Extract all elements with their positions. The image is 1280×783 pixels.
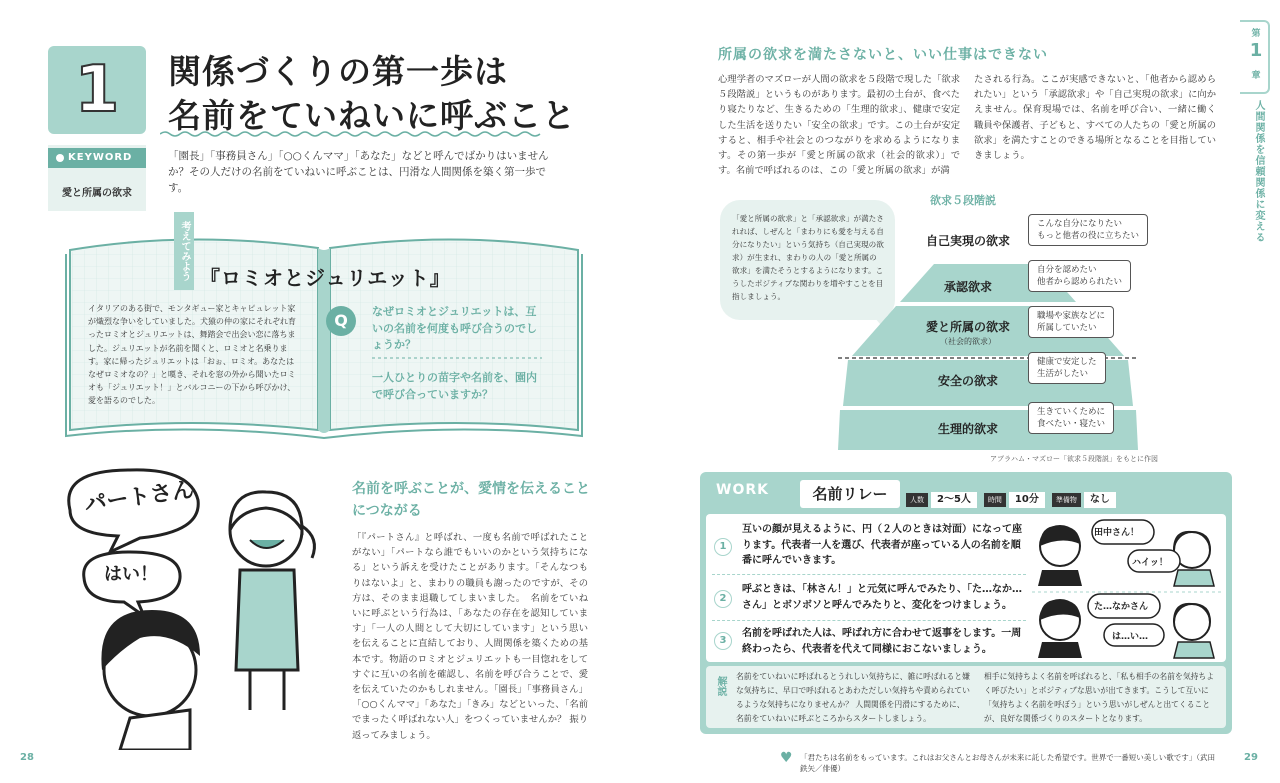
question-icon: Q <box>326 306 356 336</box>
meta-val-time: 10分 <box>1009 492 1045 508</box>
meta-val-items: なし <box>1084 492 1116 508</box>
commentary-label: 解説 <box>715 676 726 696</box>
pyramid-source: アブラハム・マズロー「欲求５段階説」をもとに作図 <box>990 455 1158 463</box>
right-heading: 所属の欲求を満たさないと、いい仕事はできない <box>718 47 1048 63</box>
commentary-col2: 相手に気持ちよく名前を呼ばれると、「私も相手の名前を気持ちよく呼びたい」とポジティブな思いが出てきます。こうして互いに「気持ちよく名前を呼ぼう」という思いがしぜんと出てくることが、良好な関係づくりのスタートとなります。 <box>984 672 1215 723</box>
illust-speech-2: ハイッ！ <box>1132 558 1168 568</box>
footer-quote: 「君たちは名前をもっています。これはお父さんとお母さんが未来に託した希望です。世界で一番短い美しい歌です」（武田鉄矢／俳優） <box>800 753 1216 773</box>
section-heading: 名前を呼ぶことが、愛情を伝えることにつながる <box>352 481 590 519</box>
question-divider <box>372 356 542 360</box>
pyramid-bubble-text: 「愛と所属の欲求」と「承認欲求」が満たされれば、しぜんと「まわりにも愛を与える自分になりたい」という気持ち（自己実現の欲求）が生まれ、まわりの人の「愛と所属の欲求」を満たそうとするようになります。こうしたポジティブな関わりを増やすことを目指しましょう。 <box>732 214 884 301</box>
step-divider-1 <box>712 574 1026 575</box>
work-label: WORK <box>716 482 769 498</box>
pyramid-level-3: 愛と所属の欲求 <box>925 320 1010 334</box>
pyramid-title: 欲求５段階説 <box>930 194 996 207</box>
page-number-right: 29 <box>1244 752 1258 763</box>
illust-speech-4: は…い… <box>1112 632 1149 642</box>
keyword-text: 愛と所属の欲求 <box>62 188 132 199</box>
title-wavy-underline <box>160 130 545 138</box>
intro-text: 「園長」「事務員さん」「○○くんママ」「あなた」などと呼んでばかりはいませんか？その人だけの名前をていねいに呼ぶことは、円滑な人間関係を築く第一歩です。 <box>168 150 549 194</box>
section-body: 「『パートさん』と呼ばれ、一度も名前で呼ばれたことがない」「パートなら誰でもいいのかという気持ちになる」という訴えを受けたことがあります。「そんなつもりはないよ」と、まわりの職員も謝ったのですが、その方は、そのまま退職してしまいました。 名前をていねいに呼ぶという行為は、「あなたの存在を認知しています」「一人の人間として大切にしています」という思いを伝えることに直結しており、人間関係を築くための基本です。物語のロミオとジュリエットも一目惚れをしてすぐに互いの名前を確認し、名前を呼び合うことで、愛を伝えていたのかもしれません。「園長」「事務員さん」「○○くんママ」「あなた」「きみ」などといった、「名前でまったく呼ばれない人」をつくっていませんか？ 振り返ってみましょう。 <box>352 532 588 741</box>
keyword-tag: KEYWORD <box>48 148 146 168</box>
side-chapter-top: 第 <box>1251 29 1261 39</box>
bubble-hai: はい！ <box>104 564 158 585</box>
step-text-3: 名前を呼ばれた人は、呼ばれ方に合わせて返事をします。一周終わったら、代表者を代えて同様におこないましょう。 <box>742 628 1022 655</box>
side-chapter-bottom: 章 <box>1251 71 1261 81</box>
commentary-col1: 名前をていねいに呼ばれるとうれしい気持ちに、雑に呼ばれると嫌な気持ちに、早口で呼ばれるとあわただしい気持ちや責められているような気持ちになりませんか？ 人間関係を円滑にするために、名前をていねいに呼ぶところからスタートしましょう。 <box>736 672 970 723</box>
illust-speech-1: 田中さん！ <box>1094 528 1140 538</box>
meta-tag-people: 人数 <box>906 493 928 507</box>
pyramid-level-3-sub: （社会的欲求） <box>940 337 996 346</box>
work-meta <box>906 492 1116 508</box>
meta-tag-time: 時間 <box>984 493 1006 507</box>
pyramid-note-2: 自分を認めたい 他者から認められたい <box>1028 260 1131 292</box>
step-text-2: 呼ぶときは、「林さん！」と元気に呼んでみたり、「た…なか…さん」とボソボソと呼んでみたりと、変化をつけましょう。 <box>742 584 1022 611</box>
story-title: 『ロミオとジュリエット』 <box>200 266 451 290</box>
pyramid-level-1: 自己実現の欲求 <box>925 234 1010 248</box>
page-number-left: 28 <box>20 752 34 763</box>
page-title-line1: 関係づくりの第一歩は <box>168 52 508 91</box>
chapter-number: 1 <box>74 53 120 127</box>
meta-val-people: 2〜5人 <box>931 492 977 508</box>
step-divider-2 <box>712 620 1026 621</box>
question-text-2: 一人ひとりの苗字や名前を、園内で呼び合っていますか？ <box>372 371 537 401</box>
keyword-dot-icon <box>56 154 64 162</box>
step-number-2: 2 <box>714 590 732 608</box>
heart-icon: ♥ <box>780 750 793 766</box>
question-text-1: なぜロミオとジュリエットは、互いの名前を何度も呼び合うのでしょうか？ <box>372 305 537 351</box>
right-text-col1: 心理学者のマズローが人間の欲求を５段階で現した「欲求５段階説」というものがあります。最初の土台が、食べたり寝たりなど、生きるための「生理的欲求」、健康で安定した生活を送りたい「安全の欲求」です。この土台が安定すると、相手や社会とのつながりを求めるようになります。その第一歩が「愛と所属の欲求（社会的欲求）」です。名前で呼ばれるのは、この「愛と所属の欲求」が満 <box>718 74 960 177</box>
pyramid-level-2: 承認欲求 <box>943 280 992 294</box>
step-text-1: 互いの顔が見えるように、円（２人のときは対面）になって座ります。代表者一人を選び、代表者が座っている人の名前を順番に呼んでいきます。 <box>742 524 1022 566</box>
work-title: 名前リレー <box>812 485 888 503</box>
step-number-3: 3 <box>714 632 732 650</box>
pyramid-note-1: こんな自分になりたい もっと他者の役に立ちたい <box>1028 214 1148 246</box>
pyramid-note-3: 職場や家族などに 所属していたい <box>1028 306 1114 338</box>
illust-speech-3: た…なかさん <box>1094 602 1149 612</box>
side-chapter-title: 人間関係を信頼関係に変える <box>1253 100 1264 243</box>
think-label: 考えてみよう <box>174 212 194 290</box>
page-title-line2: 名前をていねいに呼ぶこと <box>168 96 576 135</box>
side-chapter-number: 1 <box>1249 40 1263 61</box>
story-text: イタリアのある街で、モンタギュー家とキャピュレット家が熾烈な争いをしていました。犬猿の仲の家にそれぞれ育ったロミオとジュリエットは、舞踏会で出会い恋に落ちました。ジュリエットが名前を聞くと、ロミオと名乗ります。家に帰ったジュリエットは「おぉ、ロミオ。あなたはなぜロミオなの？」と嘆き、それを窓の外から聞いたロミオも「ジュリエット！」とバルコニーの下から呼びかけ、愛を語るのでした。 <box>88 304 296 406</box>
pyramid-level-5: 生理的欲求 <box>937 422 998 436</box>
pyramid-note-4: 健康で安定した 生活がしたい <box>1028 352 1106 384</box>
bubble-part-san: パートさん <box>83 477 196 518</box>
pyramid-level-4: 安全の欲求 <box>937 374 998 388</box>
step-number-1: 1 <box>714 538 732 556</box>
pyramid-note-5: 生きていくために 食べたい・寝たい <box>1028 402 1114 434</box>
right-text-col2: たされる行為。ここが実感できないと、「他者から認められたい」という「承認欲求」や「自己実現の欲求」に向かえません。保育現場では、名前を呼び合い、一緒に働く職員や保護者、子どもと、すべての人たちの「愛と所属の欲求」を満たすことのできる場所となることを目指していきましょう。 <box>974 74 1216 162</box>
meta-tag-items: 準備物 <box>1052 493 1081 507</box>
